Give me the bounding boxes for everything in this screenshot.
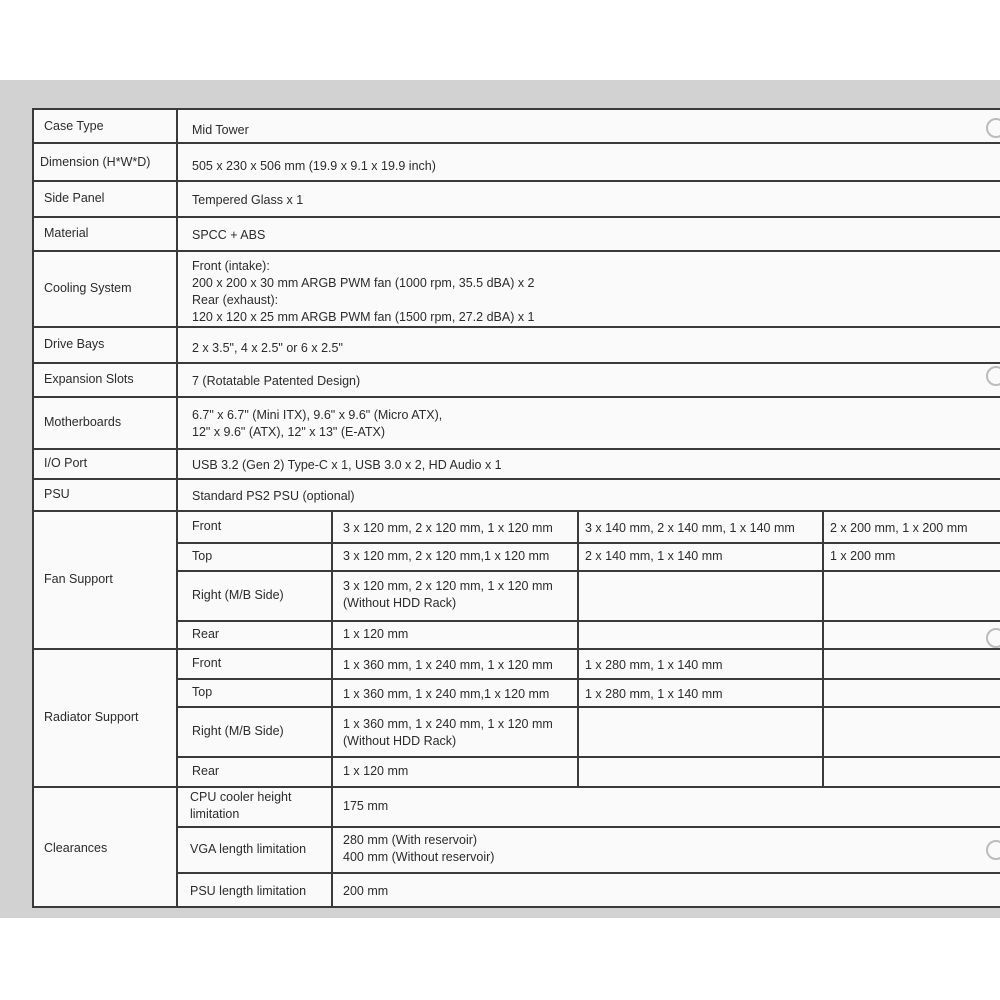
dimension-value: 505 x 230 x 506 mm (19.9 x 9.1 x 19.9 inch)	[192, 158, 436, 173]
cooling-label: Cooling System	[44, 280, 132, 295]
fan-rear-label: Rear	[192, 626, 220, 641]
vga-length-label: VGA length limitation	[190, 841, 307, 856]
cpu-cooler-label: CPU cooler height limitation	[190, 790, 292, 821]
fan-right-label: Right (M/B Side)	[192, 587, 284, 602]
fan-front-label: Front	[192, 518, 222, 533]
cooling-value: Front (intake): 200 x 200 x 30 mm ARGB PWM fan (1000 rpm, 35.5 dBA) x 2 Rear (exhaust): 120 x 120 x 25 mm ARGB PWM fan (1500 rpm, 27.2 dBA) x 1	[192, 259, 535, 324]
rad-rear-c1: 1 x 120 mm	[343, 763, 409, 778]
dimension-label: Dimension (H*W*D)	[40, 154, 151, 169]
binder-ring-icon	[986, 628, 1000, 648]
side-panel-label: Side Panel	[44, 190, 105, 205]
rad-rear-c3	[824, 756, 1000, 786]
material-value: SPCC + ABS	[192, 227, 266, 242]
vga-length-value: 280 mm (With reservoir) 400 mm (Without reservoir)	[343, 833, 495, 864]
rad-top-c1: 1 x 360 mm, 1 x 240 mm,1 x 120 mm	[343, 686, 550, 701]
radiator-support-label: Radiator Support	[44, 709, 139, 724]
binder-ring-icon	[986, 118, 1000, 138]
rad-top-c2: 1 x 280 mm, 1 x 140 mm	[585, 686, 723, 701]
psu-value: Standard PS2 PSU (optional)	[192, 488, 355, 503]
fan-rear-c1: 1 x 120 mm	[343, 626, 409, 641]
psu-length-label: PSU length limitation	[190, 883, 307, 898]
fan-top-c2: 2 x 140 mm, 1 x 140 mm	[585, 548, 723, 563]
rad-right-label: Right (M/B Side)	[192, 723, 284, 738]
drive-bays-value: 2 x 3.5", 4 x 2.5" or 6 x 2.5"	[192, 340, 343, 355]
rad-right-c3	[824, 708, 1000, 758]
column-divider	[176, 110, 178, 908]
spec-sheet	[32, 108, 1000, 908]
rad-front-c2: 1 x 280 mm, 1 x 140 mm	[585, 657, 723, 672]
fan-front-c1: 3 x 120 mm, 2 x 120 mm, 1 x 120 mm	[343, 520, 553, 535]
rad-rear-label: Rear	[192, 763, 220, 778]
fan-top-c3: 1 x 200 mm	[830, 548, 896, 563]
psu-label: PSU	[44, 486, 70, 501]
material-label: Material	[44, 225, 89, 240]
fan-rear-c2	[579, 620, 822, 648]
rad-top-label: Top	[192, 684, 213, 699]
rad-top-c3	[824, 680, 1000, 708]
fan-top-label: Top	[192, 548, 213, 563]
rad-right-c1: 1 x 360 mm, 1 x 240 mm, 1 x 120 mm (Without HDD Rack)	[343, 717, 553, 748]
io-port-value: USB 3.2 (Gen 2) Type-C x 1, USB 3.0 x 2, HD Audio x 1	[192, 457, 502, 472]
fan-front-c2: 3 x 140 mm, 2 x 140 mm, 1 x 140 mm	[585, 520, 795, 535]
rad-right-c2	[579, 708, 822, 758]
fan-right-c2	[579, 570, 822, 620]
rad-front-c1: 1 x 360 mm, 1 x 240 mm, 1 x 120 mm	[343, 657, 553, 672]
fan-right-c3	[824, 570, 1000, 620]
rad-rear-c2	[579, 756, 822, 786]
binder-ring-icon	[986, 840, 1000, 860]
io-port-label: I/O Port	[44, 455, 88, 470]
psu-length-value: 200 mm	[343, 883, 389, 898]
fan-support-label: Fan Support	[44, 571, 113, 586]
fan-rear-c3	[824, 620, 1000, 648]
rad-front-c3	[824, 650, 1000, 680]
rad-front-label: Front	[192, 655, 222, 670]
case-type-value: Mid Tower	[192, 122, 249, 137]
fan-front-c3: 2 x 200 mm, 1 x 200 mm	[830, 520, 968, 535]
side-panel-value: Tempered Glass x 1	[192, 192, 304, 207]
drive-bays-label: Drive Bays	[44, 336, 105, 351]
expansion-value: 7 (Rotatable Patented Design)	[192, 373, 361, 388]
cpu-cooler-value: 175 mm	[343, 798, 389, 813]
case-type-label: Case Type	[44, 118, 104, 133]
expansion-label: Expansion Slots	[44, 371, 134, 386]
clearances-label: Clearances	[44, 840, 108, 855]
motherboards-label: Motherboards	[44, 414, 122, 429]
motherboards-value: 6.7" x 6.7" (Mini ITX), 9.6" x 9.6" (Micro ATX), 12" x 9.6" (ATX), 12" x 13" (E-ATX)	[192, 408, 443, 439]
fan-right-c1: 3 x 120 mm, 2 x 120 mm, 1 x 120 mm (Without HDD Rack)	[343, 579, 553, 610]
binder-ring-icon	[986, 366, 1000, 386]
fan-top-c1: 3 x 120 mm, 2 x 120 mm,1 x 120 mm	[343, 548, 550, 563]
